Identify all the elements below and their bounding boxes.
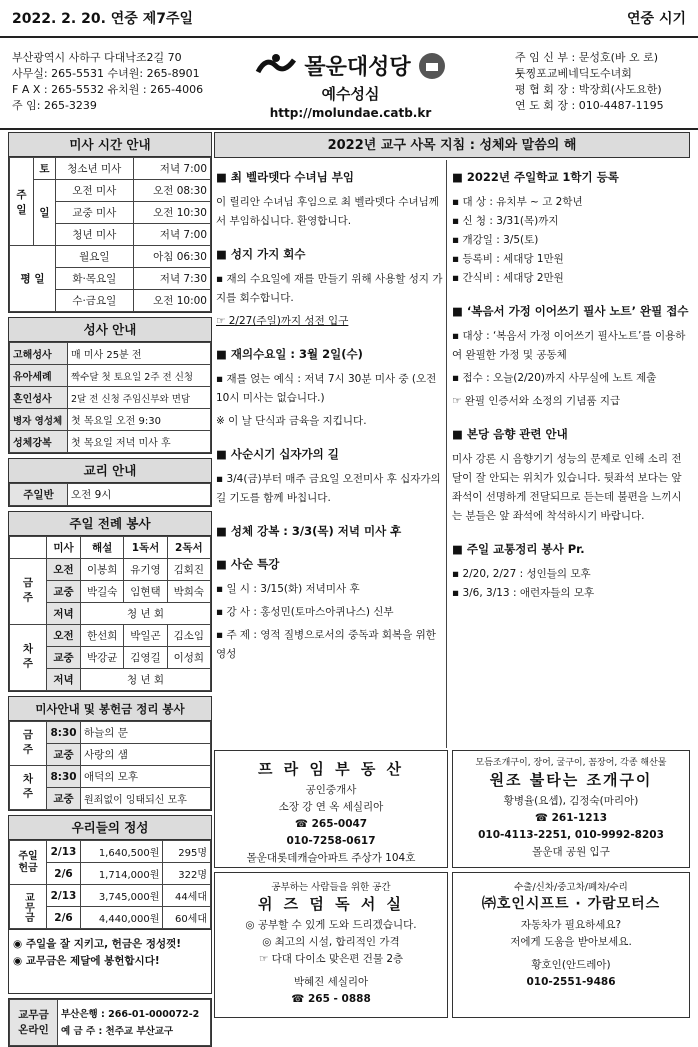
left-column bbox=[8, 132, 212, 1047]
prayer-chair: 연 도 회 장 : 010-4487-1195 bbox=[515, 99, 664, 112]
mass-name: 청소년 미사 bbox=[56, 158, 134, 180]
notice-text: ▪ 신 청 : 3/31(목)까지 bbox=[452, 215, 559, 227]
mass-name: 월요일 bbox=[56, 246, 134, 268]
col-head: 2독서 bbox=[167, 537, 210, 559]
count: 295명 bbox=[163, 841, 211, 863]
notice-heading: ■ 사순시기 십자가의 길 bbox=[216, 447, 339, 461]
person: 한선희 bbox=[81, 625, 124, 647]
group: 청 년 회 bbox=[81, 603, 211, 625]
sacrament-detail: 매 미사 25분 전 bbox=[68, 343, 211, 365]
sacrament-detail: 첫 목요일 오전 9:30 bbox=[68, 409, 211, 431]
group: 청 년 회 bbox=[81, 669, 211, 691]
col-head: 1독서 bbox=[124, 537, 167, 559]
ad-line: 몰운대롯데캐슬아파트 주상가 104호 bbox=[246, 852, 416, 864]
sacrament-title: 성사 안내 bbox=[9, 318, 211, 342]
person: 김회진 bbox=[167, 559, 210, 581]
offering-notes bbox=[9, 929, 211, 993]
notice-text: ▪ 대상 : ‘복음서 가정 이어쓰기 필사노트’를 이용하여 완필한 가정 및 공동체 bbox=[452, 330, 686, 361]
week-label: 차주 bbox=[10, 766, 47, 810]
col-head: 미사 bbox=[47, 537, 81, 559]
mass-time: 오전 08:30 bbox=[133, 180, 210, 202]
ad-title: 위 즈 덤 독 서 실 bbox=[257, 895, 405, 913]
date: 2/6 bbox=[47, 907, 81, 929]
ad-title: 원조 불타는 조개구이 bbox=[489, 771, 653, 789]
address-line: 부산광역시 사하구 다대낙조2길 70 bbox=[12, 51, 182, 64]
mass-time: 오전 10:00 bbox=[133, 290, 210, 312]
notice-text: ▪ 등록비 : 세대당 1만원 bbox=[452, 253, 564, 265]
mass-slot: 8:30 bbox=[47, 722, 81, 744]
ad-line: ◎ 공부할 수 있게 도와 드리겠습니다. bbox=[245, 919, 417, 931]
col-head: 해설 bbox=[81, 537, 124, 559]
sacrament-name: 유아세례 bbox=[10, 365, 68, 387]
offering-service bbox=[8, 696, 212, 811]
account-holder: 예 금 주 : 천주교 부산교구 bbox=[61, 1025, 174, 1037]
amount: 3,745,000원 bbox=[81, 885, 163, 907]
mass-slot: 저녁 bbox=[47, 603, 81, 625]
notice-text: 미사 강론 시 음향기기 성능의 문제로 인해 소리 전달이 잘 안되는 위치가 있습니다. 뒷좌석 보다는 앞 좌석이 선명하게 전달되므로 듣는데 불편을 느끼시는 분들은 앞 좌석에 착석하시기 바랍니다. bbox=[452, 453, 682, 522]
person: 박강균 bbox=[81, 647, 124, 669]
liturgy-service bbox=[8, 511, 212, 692]
top-header bbox=[0, 0, 698, 38]
ad-line: 수출/신차/중고차/폐차/수리 bbox=[514, 882, 628, 893]
date: 2/13 bbox=[47, 841, 81, 863]
offering-title: 미사안내 및 봉헌금 정리 봉사 bbox=[9, 697, 211, 721]
sacrament-name: 병자 영성체 bbox=[10, 409, 68, 431]
church-logo bbox=[238, 50, 463, 120]
ad-line: 공부하는 사람들을 위한 공간 bbox=[271, 882, 391, 893]
ad-line: 저에게 도움을 받아보세요. bbox=[510, 936, 632, 948]
column-divider bbox=[446, 160, 447, 748]
notice-text: ▪ 간식비 : 세대당 2만원 bbox=[452, 272, 564, 284]
category-label: 주일 헌금 bbox=[10, 841, 47, 885]
ad-line: 모듬조개구이, 장어, 굴구이, 꼼장어, 각종 해산물 bbox=[475, 758, 667, 768]
ad-line: 소장 강 연 옥 세실리아 bbox=[278, 801, 384, 813]
mass-time: 저녁 7:30 bbox=[133, 268, 210, 290]
week-label: 금주 bbox=[10, 722, 47, 766]
day-cell: 토 bbox=[34, 158, 56, 180]
amount: 1,714,000원 bbox=[81, 863, 163, 885]
notice-heading: ■ 본당 음향 관련 안내 bbox=[452, 427, 568, 441]
group: 하늘의 문 bbox=[81, 722, 211, 744]
ad-phone: ☎ 265-0047 bbox=[294, 818, 368, 830]
mass-name: 화·목요일 bbox=[56, 268, 134, 290]
notice-heading: ■ 재의수요일 : 3월 2일(수) bbox=[216, 347, 363, 361]
person: 임현택 bbox=[124, 581, 167, 603]
offering-totals bbox=[8, 815, 212, 994]
notice-text: ▪ 2/20, 2/27 : 성인들의 모후 bbox=[452, 568, 591, 580]
ad-phone: 010-7258-0617 bbox=[286, 835, 376, 847]
ad-line: ☞ 다대 다이소 맞은편 건물 2층 bbox=[258, 953, 404, 965]
date: 2/6 bbox=[47, 863, 81, 885]
pastor: 주 임 신 부 : 문성호(바 오 로) bbox=[515, 51, 659, 64]
ad-study-room bbox=[214, 872, 448, 1018]
website-url: http://molundae.catb.kr bbox=[269, 106, 432, 120]
notice-heading: ■ 사순 특강 bbox=[216, 557, 280, 571]
week-label: 차주 bbox=[10, 625, 47, 691]
sunday-label: 주 일 bbox=[10, 158, 34, 246]
ad-real-estate bbox=[214, 750, 448, 868]
mass-slot: 교중 bbox=[47, 744, 81, 766]
mass-name: 수·금요일 bbox=[56, 290, 134, 312]
person: 박희숙 bbox=[167, 581, 210, 603]
category-label: 교무금 bbox=[10, 885, 47, 929]
doctrine-title: 교리 안내 bbox=[9, 459, 211, 483]
amount: 1,640,500원 bbox=[81, 841, 163, 863]
class-time: 오전 9시 bbox=[68, 484, 211, 506]
mass-time: 아침 06:30 bbox=[133, 246, 210, 268]
ad-line: 몰운대 공원 입구 bbox=[532, 846, 610, 858]
ad-phone: ☎ 265 - 0888 bbox=[291, 993, 371, 1005]
notice-heading: ■ 성체 강복 : 3/3(목) 저녁 미사 후 bbox=[216, 524, 402, 538]
ad-line: 공인중개사 bbox=[305, 784, 357, 796]
mass-slot: 교중 bbox=[47, 581, 81, 603]
notice-heading: ■ 2022년 주일학교 1학기 등록 bbox=[452, 170, 619, 184]
fax-line: F A X : 265-5532 유치원 : 265-4006 bbox=[12, 83, 204, 96]
church-address bbox=[12, 50, 203, 114]
mass-times-title: 미사 시간 안내 bbox=[9, 133, 211, 157]
ad-title: ㈜호인시프트 · 가람모터스 bbox=[481, 896, 661, 912]
notice-text: ▪ 개강일 : 3/5(토) bbox=[452, 234, 539, 246]
online-label: 교무금 온라인 bbox=[10, 1000, 58, 1046]
sacrament-detail: 2달 전 신청 주임신부와 면담 bbox=[68, 387, 211, 409]
ad-line: 박혜진 세실리아 bbox=[293, 976, 369, 988]
ad-line: 자동차가 필요하세요? bbox=[520, 919, 622, 931]
day-cell: 일 bbox=[34, 180, 56, 246]
mass-slot: 오전 bbox=[47, 625, 81, 647]
council-chair: 평 협 회 장 : 박장희(사도요한) bbox=[515, 83, 662, 96]
person: 박일곤 bbox=[124, 625, 167, 647]
parish-patron: 예수성심 bbox=[321, 85, 380, 103]
mass-name: 교중 미사 bbox=[56, 202, 134, 224]
sacrament-name: 성체강복 bbox=[10, 431, 68, 453]
doctrine-info bbox=[8, 458, 212, 507]
count: 60세대 bbox=[163, 907, 211, 929]
person: 김소임 bbox=[167, 625, 210, 647]
staff-list bbox=[515, 50, 664, 114]
group: 사랑의 샘 bbox=[81, 744, 211, 766]
liturgy-title: 주일 전례 봉사 bbox=[9, 512, 211, 536]
bulletin-date: 2022. 2. 20. 연중 제7주일 bbox=[12, 11, 194, 27]
notice-text: ※ 이 날 단식과 금육을 지킵니다. bbox=[216, 415, 367, 427]
notice-text: ▪ 3/6, 3/13 : 애런자들의 모후 bbox=[452, 587, 595, 599]
mass-time: 오전 10:30 bbox=[133, 202, 210, 224]
mass-slot: 저녁 bbox=[47, 669, 81, 691]
notice-heading: ■ ‘복음서 가정 이어쓰기 필사 노트’ 완필 접수 bbox=[452, 304, 689, 318]
week-label: 금주 bbox=[10, 559, 47, 625]
group: 원죄없이 잉태되신 모후 bbox=[81, 788, 211, 810]
notice-text: ▪ 대 상 : 유치부 ~ 고 2학년 bbox=[452, 196, 583, 208]
notice-text: ▪ 주 제 : 영적 질병으로서의 중독과 회복을 위한 영성 bbox=[216, 629, 436, 660]
notice-heading: ■ 주일 교통정리 봉사 Pr. bbox=[452, 542, 585, 556]
offering-totals-title: 우리들의 정성 bbox=[9, 816, 211, 840]
ad-title: 프 라 임 부 동 산 bbox=[257, 760, 405, 778]
note-line: ◉ 주일을 잘 지키고, 헌금은 정성껏! bbox=[13, 938, 182, 950]
mass-times bbox=[8, 132, 212, 313]
church-name: 몰운대성당 bbox=[304, 55, 411, 80]
notice-text: ▪ 3/4(금)부터 매주 금요일 오전미사 후 십자가의 길 기도를 함께 바칩니다. bbox=[216, 473, 441, 504]
sacrament-info bbox=[8, 317, 212, 454]
notice-text: ▪ 일 시 : 3/15(화) 저녁미사 후 bbox=[216, 583, 360, 595]
convent: 툿찡포교베네딕도수녀회 bbox=[515, 67, 632, 80]
notice-column-a bbox=[216, 168, 444, 678]
notice-heading: ■ 최 벨라뎃다 수녀님 부임 bbox=[216, 170, 354, 184]
count: 44세대 bbox=[163, 885, 211, 907]
notice-column-b bbox=[452, 168, 690, 617]
sacrament-detail: 짝수달 첫 토요일 2주 전 신청 bbox=[68, 365, 211, 387]
weekday-label: 평 일 bbox=[10, 246, 56, 312]
ad-line: 황호인(안드레아) bbox=[531, 959, 611, 971]
person: 유기영 bbox=[124, 559, 167, 581]
liturgical-season: 연중 시기 bbox=[627, 11, 686, 27]
notice-text: 이 릴리안 수녀님 후임으로 최 벨라뎃다 수녀님께서 부임하십니다. 환영합니다. bbox=[216, 196, 439, 227]
ad-car-dealer bbox=[452, 872, 690, 1018]
mass-name: 오전 미사 bbox=[56, 180, 134, 202]
notice-heading: ■ 성지 가지 회수 bbox=[216, 247, 306, 261]
ad-line: 황병율(요셉), 김정숙(마리아) bbox=[503, 795, 639, 807]
notice-text: ▪ 강 사 : 홍성민(토마스아퀴나스) 신부 bbox=[216, 606, 394, 618]
rectory-phone: 주 임: 265-3239 bbox=[12, 99, 97, 112]
mass-slot: 교중 bbox=[47, 647, 81, 669]
office-phone: 사무실: 265-5531 수녀원: 265-8901 bbox=[12, 67, 200, 80]
person: 박길숙 bbox=[81, 581, 124, 603]
ad-phone: ☎ 261-1213 bbox=[534, 812, 608, 824]
person: 김영길 bbox=[124, 647, 167, 669]
mass-time: 저녁 7:00 bbox=[133, 158, 210, 180]
wave-logo-icon bbox=[254, 52, 298, 80]
notice-text: ▪ 접수 : 오늘(2/20)까지 사무실에 노트 제출 bbox=[452, 372, 657, 384]
notice-text: ▪ 재의 수요일에 재를 만들기 위해 사용할 성지 가지를 회수합니다. bbox=[216, 273, 443, 304]
pastoral-theme: 2022년 교구 사목 지침 : 성체와 말씀의 해 bbox=[214, 132, 690, 158]
ad-phone: 010-2551-9486 bbox=[526, 976, 616, 988]
church-header bbox=[0, 40, 698, 130]
date: 2/13 bbox=[47, 885, 81, 907]
sacrament-name: 고해성사 bbox=[10, 343, 68, 365]
sacrament-name: 혼인성사 bbox=[10, 387, 68, 409]
count: 322명 bbox=[163, 863, 211, 885]
ad-line: ◎ 최고의 시설, 합리적인 가격 bbox=[262, 936, 400, 948]
ad-restaurant bbox=[452, 750, 690, 868]
bank-account: 부산은행 : 266-01-000072-2 bbox=[61, 1008, 200, 1020]
person: 이성희 bbox=[167, 647, 210, 669]
mass-time: 저녁 7:00 bbox=[133, 224, 210, 246]
mass-slot: 8:30 bbox=[47, 766, 81, 788]
sacrament-detail: 첫 목요일 저녁 미사 후 bbox=[68, 431, 211, 453]
mass-name: 청년 미사 bbox=[56, 224, 134, 246]
mass-slot: 오전 bbox=[47, 559, 81, 581]
notice-text: ☞ 완필 인증서와 소정의 기념품 지급 bbox=[452, 395, 621, 407]
note-line: ◉ 교무금은 제달에 봉헌합시다! bbox=[13, 955, 160, 967]
amount: 4,440,000원 bbox=[81, 907, 163, 929]
church-emblem-icon bbox=[417, 51, 447, 81]
class-name: 주일반 bbox=[10, 484, 68, 506]
notice-text: ☞ 2/27(주일)까지 성전 입구 bbox=[216, 315, 349, 327]
ad-phone: 010-4113-2251, 010-9992-8203 bbox=[478, 829, 664, 841]
notice-text: ▪ 재를 얹는 예식 : 저녁 7시 30분 미사 중 (오전 10시 미사는 없습니다.) bbox=[216, 373, 437, 404]
group: 애덕의 모후 bbox=[81, 766, 211, 788]
person: 이봉희 bbox=[81, 559, 124, 581]
mass-slot: 교중 bbox=[47, 788, 81, 810]
